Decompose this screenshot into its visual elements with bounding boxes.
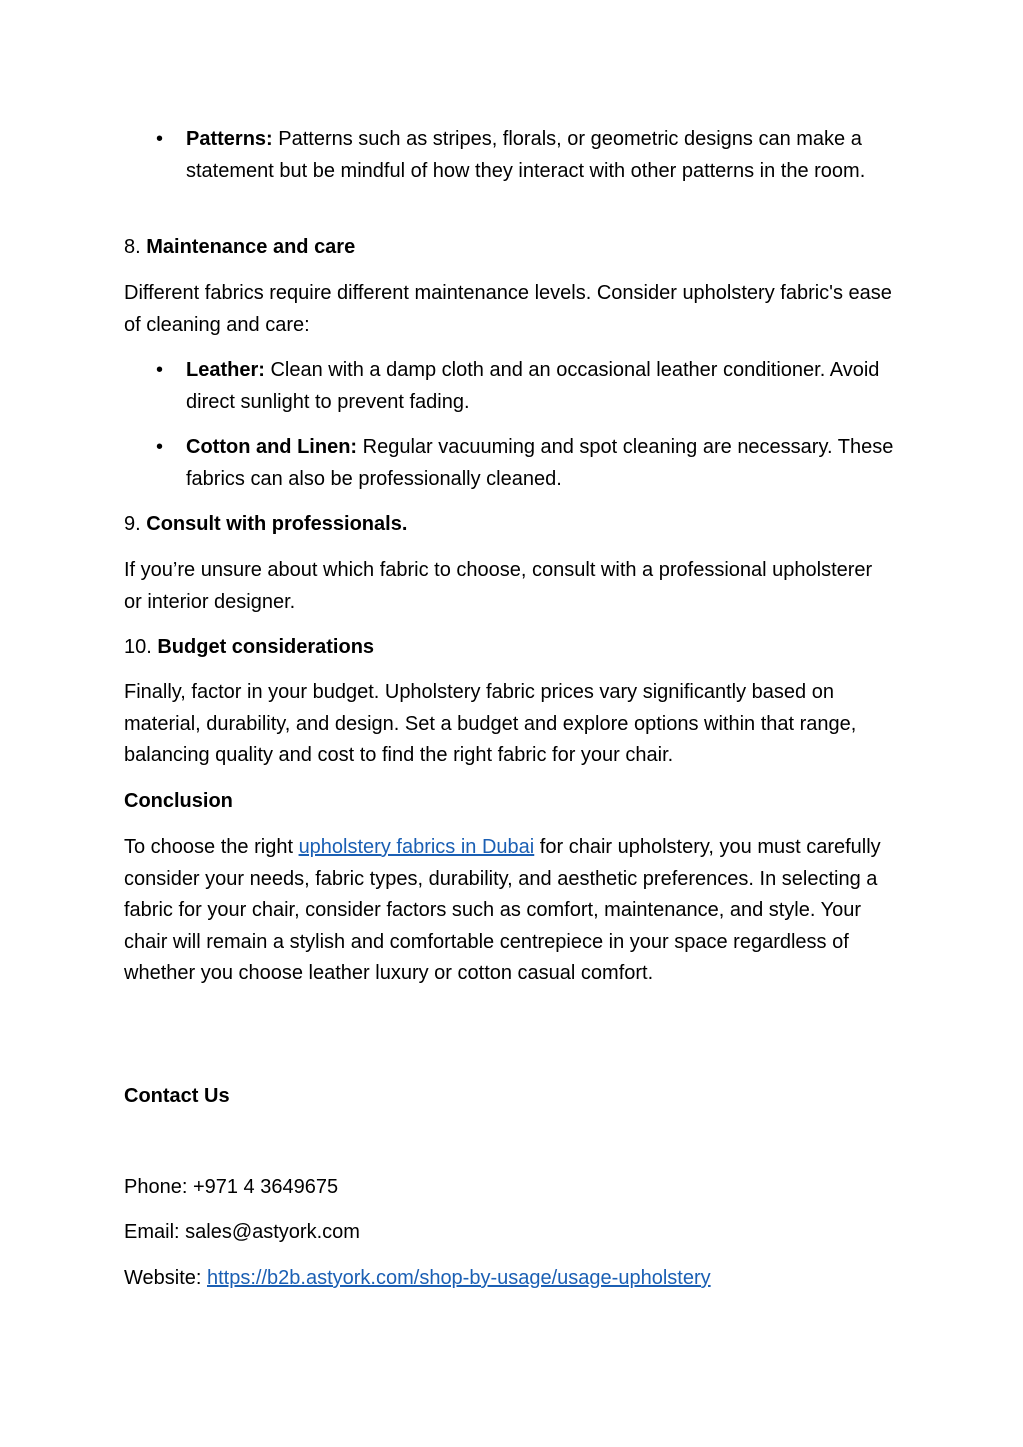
bullet-text: Regular vacuuming and spot cleaning are necessary. These fabrics can also be professionally cleaned. (186, 436, 894, 490)
section-8-intro: Different fabrics require different maintenance levels. Consider upholstery fabric's ease of cleaning and care: (124, 282, 892, 336)
website-label: Website: (124, 1267, 207, 1289)
section-number: 9. (124, 513, 147, 535)
section-title: Consult with professionals. (146, 513, 408, 535)
section-number: 10. (124, 636, 158, 658)
conclusion-text-before-link: To choose the right (124, 836, 299, 858)
conclusion-heading (124, 786, 904, 818)
bullet-text: Patterns such as stripes, florals, or geometric designs can make a statement but be mindful of how they interact with other patterns in the room. (186, 128, 866, 182)
section-title: Maintenance and care (146, 236, 356, 258)
contact-heading (124, 1081, 904, 1113)
bullet-term: Leather: (186, 359, 265, 381)
bullet-item-leather (186, 355, 896, 418)
upholstery-fabrics-link[interactable]: upholstery fabrics in Dubai (298, 836, 535, 858)
conclusion-body (124, 832, 894, 990)
bullet-dot: • (156, 128, 164, 150)
bullet-dot: • (156, 436, 164, 458)
section-10-body: Finally, factor in your budget. Upholstery fabric prices vary significantly based on material, durability, and design. Set a budget and explore options within that range, balancing quality and cost to find the right fabric for your chair. (124, 681, 857, 766)
contact-email: Email: sales@astyork.com (124, 1221, 360, 1243)
section-heading-9 (124, 509, 904, 541)
section-9-body: If you’re unsure about which fabric to choose, consult with a professional upholsterer or interior designer. (124, 559, 873, 613)
bullet-text: Clean with a damp cloth and an occasional leather conditioner. Avoid direct sunlight to prevent fading. (186, 359, 880, 413)
section-heading-8 (124, 232, 904, 264)
section-title: Budget considerations (157, 636, 375, 658)
conclusion-text-after-link: for chair upholstery, you must carefully consider your needs, fabric types, durability, and aesthetic preferences. In selecting a fabric for your chair, consider factors such as comfort, maintenance, and style. Your chair will remain a stylish and comfortable centrepiece in your space regardless of whether you choose leather luxury or cotton casual comfort. (124, 836, 881, 984)
contact-title: Contact Us (124, 1085, 230, 1107)
bullet-item-cotton-linen (186, 432, 896, 495)
website-link[interactable]: https://b2b.astyork.com/shop-by-usage/usage-upholstery (207, 1267, 711, 1289)
conclusion-title: Conclusion (124, 790, 233, 812)
section-number: 8. (124, 236, 147, 258)
bullet-dot: • (156, 359, 164, 381)
contact-phone: Phone: +971 4 3649675 (124, 1176, 339, 1198)
section-heading-10 (124, 632, 904, 664)
bullet-term: Patterns: (186, 128, 273, 150)
bullet-item-patterns (186, 124, 896, 187)
bullet-term: Cotton and Linen: (186, 436, 358, 458)
contact-website (124, 1263, 904, 1295)
